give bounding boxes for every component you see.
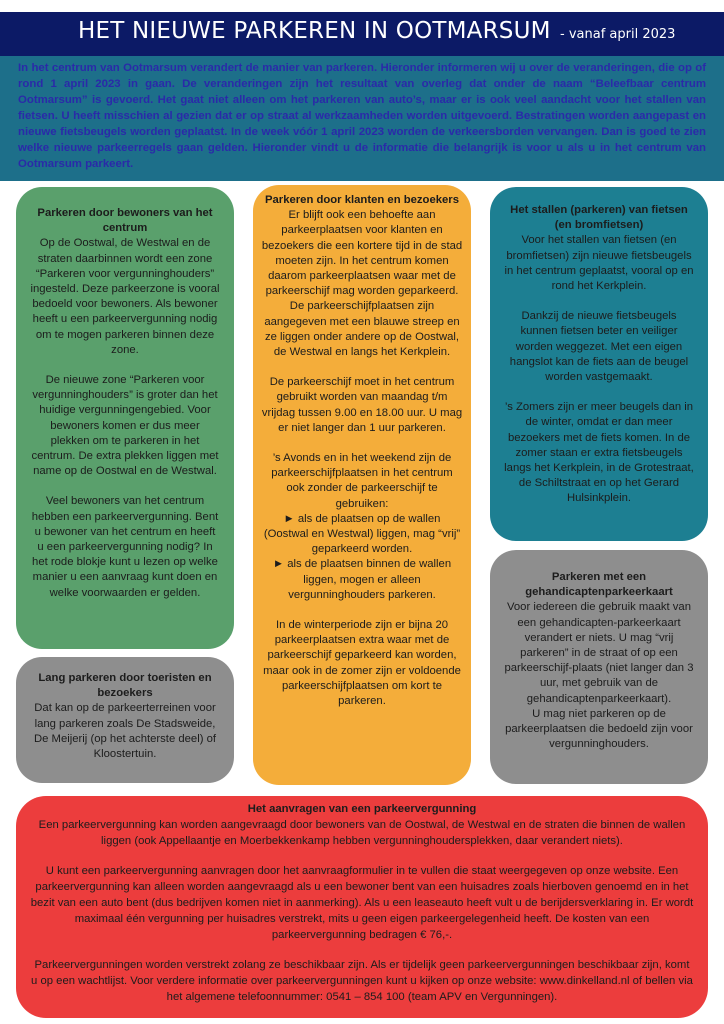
- card-paragraph: In de winterperiode zijn er bijna 20 parkeerplaatsen extra waar met de parkeerschijf geparkeerd kan worden, maar ook in de zomer zijn er voldoende parkeerschijfplaatsen om kort te parkeren.: [263, 619, 461, 708]
- page-title: HET NIEUWE PARKEREN IN OOTMARSUM: [78, 18, 551, 44]
- card-paragraph: Een parkeervergunning kan worden aangevraagd door bewoners van de Oostwal, de Westwal en de straten die binnen de wallen liggen (ook Appellaantje en Moerbekkenkamp hebben vergunninghoudersplekken, daar verandert niets).: [38, 819, 686, 847]
- card-paragraph: Dat kan op de parkeerterreinen voor lang parkeren zoals De Stadsweide, De Meijerij (op het achterste deel) of Kloostertuin.: [33, 702, 217, 761]
- card-paragraph: U mag niet parkeren op de parkeerplaatsen die bedoeld zijn voor vergunninghouders.: [505, 707, 693, 751]
- card-title: Het aanvragen van een parkeervergunning: [247, 803, 477, 815]
- page-subtitle: - vanaf april 2023: [560, 27, 676, 42]
- card-residents-parking: [16, 187, 234, 649]
- card-paragraph: Er blijft ook een behoefte aan parkeerplaatsen voor klanten en bezoekers die een kortere tijd in de stad moeten zijn. In het centrum komen daarom parkeerplaatsen waar met de parkeerschijf mag worden geparkeerd. De parkeerschijfplaatsen zijn aangegeven met een blauwe streep en ze liggen onder andere op de Oostwal, de Westwal en langs het Kerkplein.: [261, 209, 463, 359]
- card-paragraph: ’s Avonds en in het weekend zijn de parkeerschijfplaatsen in het centrum ook zonder de parkeerschijf te gebruiken:: [271, 452, 453, 510]
- card-paragraph: Veel bewoners van het centrum hebben een parkeervergunning. Bent u bewoner van het centrum en heeft u een parkeervergunning nodig? In het rode blokje kunt u lezen op welke manier u een aanvraag kunt doen en welke voorwaarden er gelden.: [31, 495, 219, 599]
- card-paragraph: De nieuwe zone “Parkeren voor vergunninghouders” is groter dan het huidige vergunningengebied. Voor bewoners komen er dus meer plekken om te parkeren in het centrum. De extra plekken liggen met name op de Oostwal en de Westwal.: [31, 374, 219, 478]
- card-title: Het stallen (parkeren) van fietsen (en bromfietsen): [510, 204, 688, 232]
- card-title: Parkeren door bewoners van het centrum: [37, 207, 213, 235]
- card-customer-parking: [253, 185, 471, 785]
- card-bullet: ► als de plaatsen op de wallen (Oostwal en Westwal) liggen, mag “vrij” geparkeerd worden.: [263, 512, 461, 556]
- card-paragraph: ’s Zomers zijn er meer beugels dan in de winter, omdat er dan meer bezoekers met de fiets komen. In de zomer staan er extra fietsbeugels langs het Kerkplein, in de Grotestraat, de Schiltstraat en op het Gerard Hulsinkplein.: [504, 401, 694, 505]
- card-paragraph: Dankzij de nieuwe fietsbeugels kunnen fietsen beter en veiliger worden weggezet. Met een eigen hangslot kan de fiets aan de beugel worden vastgemaakt.: [509, 310, 689, 384]
- card-bullet: ► als de plaatsen binnen de wallen liggen, mogen er alleen vergunninghouders parkeren.: [272, 558, 452, 601]
- card-paragraph: Op de Oostwal, de Westwal en de straten daarbinnen wordt een zone “Parkeren voor vergunninghouders” ingesteld. Deze parkeerzone is vooral bedoeld voor bewoners. Als bewoner heeft u een parkeervergunning nodig om te mogen parkeren binnen deze zone.: [30, 237, 220, 356]
- card-title: Lang parkeren door toeristen en bezoekers: [38, 672, 212, 700]
- card-paragraph: Voor het stallen van fietsen (en bromfietsen) zijn nieuwe fietsbeugels in het centrum geplaatst, vooral op en rond het Kerkplein.: [504, 234, 694, 293]
- card-paragraph: Voor iedereen die gebruik maakt van een gehandicapten-parkeerkaart verandert er niets. U mag “vrij parkeren” in de straat of op een parkeerschijf-plaats (niet langer dan 3 uur, met gebruik van de gehandicaptenparkeerkaart).: [504, 601, 694, 705]
- card-title: Parkeren door klanten en bezoekers: [264, 194, 459, 206]
- intro-paragraph: In het centrum van Ootmarsum verandert de manier van parkeren. Hieronder informeren wij u over de veranderingen, die op of rond 1 april 2023 in gaan. De veranderingen zijn het resultaat van overleg dat onder de naam “Beleefbaar centrum Ootmarsum” is gevoerd. Het gaat niet alleen om het parkeren van auto’s, maar er is ook veel aandacht voor het stallen van fietsen. U heeft misschien al gezien dat er op straat al werkzaamheden worden uitgevoerd. Bestratingen worden aangepast en nieuwe fietsbeugels worden geplaatst. In de week vóór 1 april 2023 worden de verkeersborden vervangen. Dan is goed te zien welke nieuwe parkeerregels gaan gelden. Hieronder vindt u de informatie die belangrijk is voor u als u in het centrum van Ootmarsum parkeert.: [0, 56, 724, 181]
- card-paragraph: U kunt een parkeervergunning aanvragen door het aanvraagformulier in te vullen die staat weergegeven op onze website. Een parkeervergunning kan alleen worden aangevraagd als u een bewoner bent van een huisadres zoals hierboven genoemd en in het bezit van een auto bent (dus bedrijven komen niet in aanmerking). Als u een leaseauto heeft vult u de berijdersverklaring in. Er wordt maximaal één vergunning per huisadres verstrekt, mits u geen eigen parkeergelegenheid heeft. De kosten van een parkeervergunning bedragen € 76,-.: [30, 865, 694, 941]
- page-header: [0, 12, 724, 56]
- card-bicycle-parking: [490, 187, 708, 541]
- card-tourist-parking: [16, 657, 234, 783]
- card-disabled-parking: [490, 550, 708, 784]
- card-paragraph: Parkeervergunningen worden verstrekt zolang ze beschikbaar zijn. Als er tijdelijk geen parkeervergunningen beschikbaar zijn, komt u op een wachtlijst. Voor verdere informatie over parkeervergunningen kunt u kijken op onze website: www.dinkelland.nl of bellen via het algemene telefoonnummer: 0541 – 854 100 (team APV en Vergunningen).: [31, 959, 693, 1003]
- card-permit-application: [16, 796, 708, 1018]
- card-title: Parkeren met een gehandicaptenparkeerkaart: [525, 571, 673, 599]
- card-paragraph: De parkeerschijf moet in het centrum gebruikt worden van maandag t/m vrijdag tussen 9.00 en 18.00 uur. U mag er niet langer dan 1 uur parkeren.: [261, 376, 463, 434]
